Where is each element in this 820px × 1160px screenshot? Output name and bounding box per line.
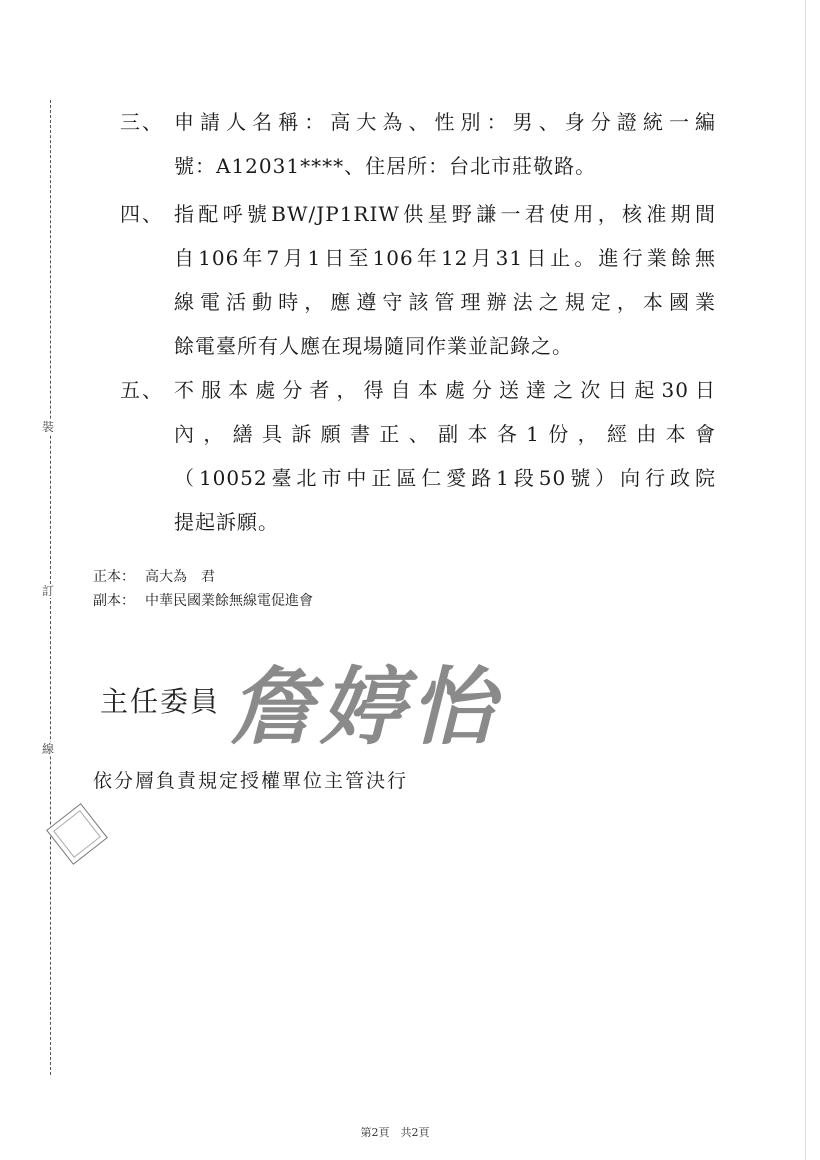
cc-original-value: 高大為 君 <box>145 569 215 585</box>
page-number <box>0 1124 790 1140</box>
clause-line: 餘電臺所有人應在現場隨同作業並記錄之。 <box>174 334 573 358</box>
clause-line: 自106年7月1日至106年12月31日止。進行業餘無 <box>174 246 716 270</box>
clause-number: 五、 <box>120 378 164 402</box>
page-total: 共2頁 <box>400 1126 430 1139</box>
clause-line: 號：A12031****、住居所：台北市莊敬路。 <box>174 154 597 178</box>
cc-copy <box>93 590 313 610</box>
binding-mark-ding: 訂 <box>42 584 55 598</box>
clause-number: 四、 <box>120 202 164 226</box>
page-current: 第2頁 <box>360 1126 390 1139</box>
clause-number: 三、 <box>120 110 164 134</box>
cc-copy-value: 中華民國業餘無線電促進會 <box>145 593 313 609</box>
signatory-title: 主任委員 <box>100 685 221 718</box>
seal-stamp <box>46 803 108 865</box>
clause-line: 線電活動時，應遵守該管理辦法之規定，本國業 <box>174 290 716 314</box>
signatory-signature: 詹婷怡 <box>230 658 501 756</box>
binding-mark-xian: 線 <box>42 742 55 756</box>
delegation-note: 依分層負責規定授權單位主管決行 <box>93 770 409 792</box>
cc-original <box>93 566 215 586</box>
clause-line: （10052臺北市中正區仁愛路1段50號）向行政院 <box>174 466 716 490</box>
clause-line: 內，繕具訴願書正、副本各1份，經由本會 <box>174 422 716 446</box>
binding-mark-zhuang: 裝 <box>42 420 55 434</box>
clause-line: 不服本處分者，得自本處分送達之次日起30日 <box>174 378 716 402</box>
page-edge <box>805 0 806 1160</box>
cc-original-label: 正本： <box>93 569 135 585</box>
clause-line: 申請人名稱：高大為、性別：男、身分證統一編 <box>174 110 716 134</box>
cc-copy-label: 副本： <box>93 593 135 609</box>
clause-line: 指配呼號BW/JP1RIW供星野謙一君使用，核准期間 <box>174 202 716 226</box>
clause-line: 提起訴願。 <box>174 510 279 534</box>
